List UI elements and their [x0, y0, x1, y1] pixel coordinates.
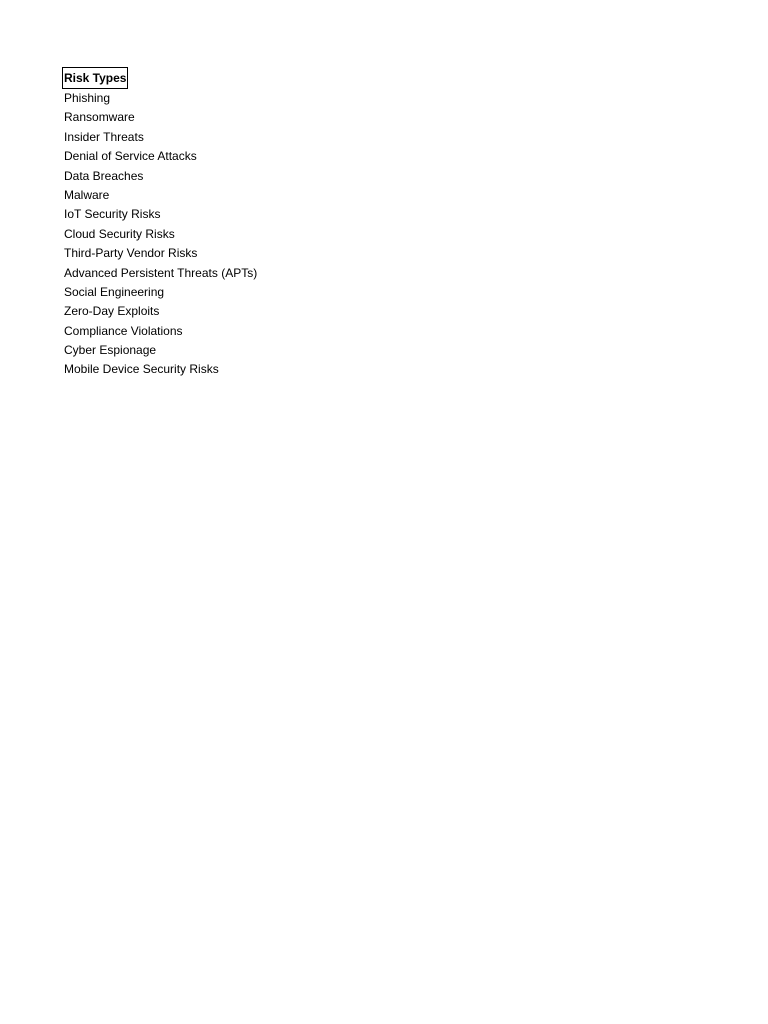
list-item[interactable]: Cloud Security Risks — [64, 226, 175, 241]
list-item[interactable]: Insider Threats — [64, 129, 144, 144]
list-item[interactable]: Denial of Service Attacks — [64, 149, 197, 164]
list-item[interactable]: Compliance Violations — [64, 323, 183, 338]
list-item[interactable]: Social Engineering — [64, 284, 165, 299]
list-item[interactable]: Third-Party Vendor Risks — [64, 246, 198, 261]
list-item[interactable]: Mobile Device Security Risks — [64, 362, 219, 377]
list-item[interactable]: Malware — [64, 187, 110, 202]
list-item[interactable]: Advanced Persistent Threats (APTs) — [64, 265, 258, 280]
risk-types-list — [62, 89, 462, 380]
list-item[interactable]: Data Breaches — [64, 168, 144, 183]
risk-types-sheet — [62, 67, 462, 380]
list-item[interactable]: Ransomware — [64, 110, 135, 125]
list-item[interactable]: Cyber Espionage — [64, 343, 157, 358]
list-item[interactable]: IoT Security Risks — [64, 207, 161, 222]
list-item[interactable]: Phishing — [64, 91, 111, 105]
list-item[interactable]: Zero-Day Exploits — [64, 304, 160, 319]
risk-types-header-cell[interactable]: Risk Types — [62, 67, 128, 89]
